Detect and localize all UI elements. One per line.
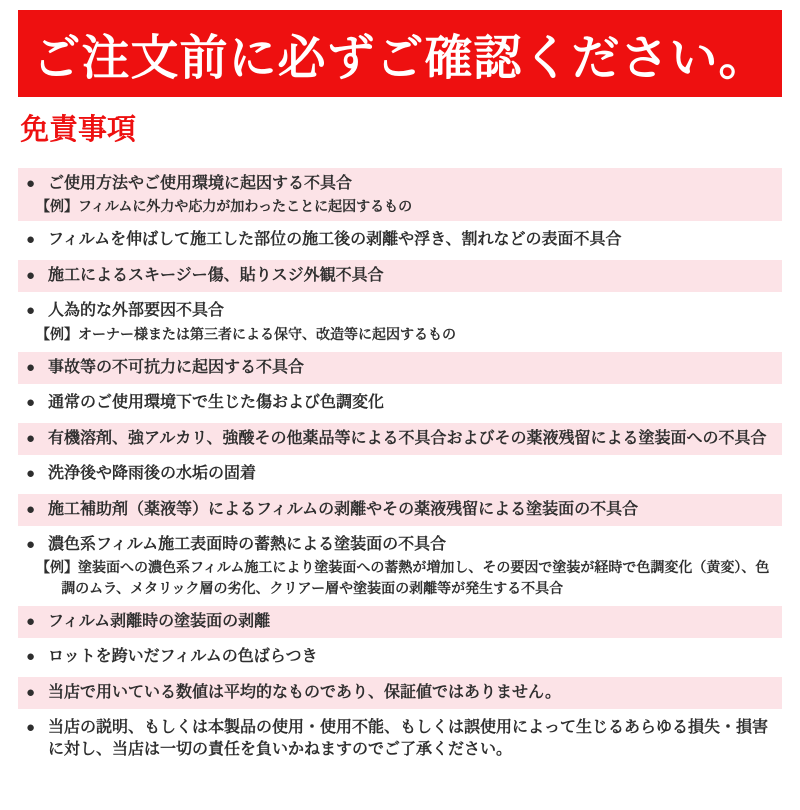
disclaimer-item-text: 施工によるスキージー傷、貼りスジ外観不具合 (48, 266, 384, 284)
disclaimer-item-text: 施工補助剤（薬液等）によるフィルムの剥離やその薬液残留による塗装面の不具合 (48, 500, 639, 518)
notice-banner (18, 10, 782, 97)
bullet-icon: ● (26, 465, 36, 483)
disclaimer-item (18, 168, 782, 222)
bullet-icon: ● (26, 302, 36, 320)
disclaimer-item-main (26, 611, 778, 633)
section-heading: 免責事項 (20, 114, 137, 146)
disclaimer-item-main (26, 682, 778, 704)
disclaimer-item (18, 641, 782, 673)
disclaimer-item-main (26, 646, 778, 668)
disclaimer-item-text: 人為的な外部要因不具合 (48, 302, 225, 320)
disclaimer-item-main (26, 463, 778, 485)
bullet-icon: ● (26, 648, 36, 666)
bullet-icon: ● (26, 719, 36, 737)
disclaimer-item-text: 事故等の不可抗力に起因する不具合 (48, 358, 305, 376)
disclaimer-item-example: 【例】オーナー様または第三者による保守、改造等に起因するもの (36, 325, 456, 342)
disclaimer-item-text: ご使用方法やご使用環境に起因する不具合 (48, 174, 353, 192)
disclaimer-item-main (26, 229, 778, 251)
disclaimer-item-main (26, 428, 778, 450)
bullet-icon: ● (26, 612, 36, 630)
disclaimer-item-text: 当店で用いている数値は平均的なものであり、保証値ではありません。 (48, 683, 561, 701)
disclaimer-item (18, 529, 782, 603)
disclaimer-item (18, 458, 782, 490)
disclaimer-item (18, 677, 782, 709)
bullet-icon: ● (26, 266, 36, 284)
disclaimer-item-main (26, 357, 778, 379)
disclaimer-item-main (26, 392, 778, 414)
disclaimer-list (18, 168, 782, 767)
bullet-icon: ● (26, 500, 36, 518)
disclaimer-item (18, 712, 782, 767)
bullet-icon: ● (26, 231, 36, 249)
disclaimer-item (18, 387, 782, 419)
disclaimer-item-main (26, 265, 778, 287)
disclaimer-item-main (26, 173, 778, 195)
bullet-icon: ● (26, 535, 36, 553)
bullet-icon: ● (26, 358, 36, 376)
disclaimer-item-example: 【例】フィルムに外力や応力が加わったことに起因するもの (36, 198, 413, 215)
disclaimer-item-text: ロットを跨いだフィルムの色ばらつき (48, 648, 318, 666)
disclaimer-item (18, 423, 782, 455)
disclaimer-item (18, 260, 782, 292)
bullet-icon: ● (26, 429, 36, 447)
disclaimer-item (18, 224, 782, 256)
disclaimer-item (18, 295, 782, 349)
disclaimer-item-text: 通常のご使用環境下で生じた傷および色調変化 (48, 394, 385, 412)
disclaimer-item-main (26, 534, 778, 556)
notice-banner-text: ご注文前に必ずご確認ください。 (32, 32, 768, 85)
bullet-icon: ● (26, 394, 36, 412)
disclaimer-item-text: フィルムを伸ばして施工した部位の施工後の剥離や浮き、割れなどの表面不具合 (48, 231, 622, 249)
disclaimer-item-text: 濃色系フィルム施工表面時の蓄熱による塗装面の不具合 (48, 535, 447, 553)
disclaimer-item-main (26, 499, 778, 521)
disclaimer-item-text: 当店の説明、もしくは本製品の使用・使用不能、もしくは誤使用によって生じるあらゆる損失・損害に対し、当店は一切の責任を負いかねますのでご了承ください。 (48, 719, 769, 759)
disclaimer-item (18, 606, 782, 638)
disclaimer-item-text: 洗浄後や降雨後の水垢の固着 (48, 465, 257, 483)
disclaimer-item-main (26, 300, 778, 322)
disclaimer-item-text: フィルム剥離時の塗装面の剥離 (48, 612, 271, 630)
disclaimer-item-example: 【例】塗装面への濃色系フィルム施工により塗装面への蓄熱が増加し、その要因で塗装が経時で色調変化（黄変）、色調のムラ、メタリック層の劣化、クリアー層や塗装面の剥離等が発生する不具合 (36, 559, 770, 596)
disclaimer-item-main (26, 717, 778, 762)
disclaimer-item (18, 494, 782, 526)
disclaimer-item (18, 352, 782, 384)
bullet-icon: ● (26, 174, 36, 192)
disclaimer-item-text: 有機溶剤、強アルカリ、強酸その他薬品等による不具合およびその薬液残留による塗装面への不具合 (48, 429, 767, 447)
bullet-icon: ● (26, 683, 36, 701)
